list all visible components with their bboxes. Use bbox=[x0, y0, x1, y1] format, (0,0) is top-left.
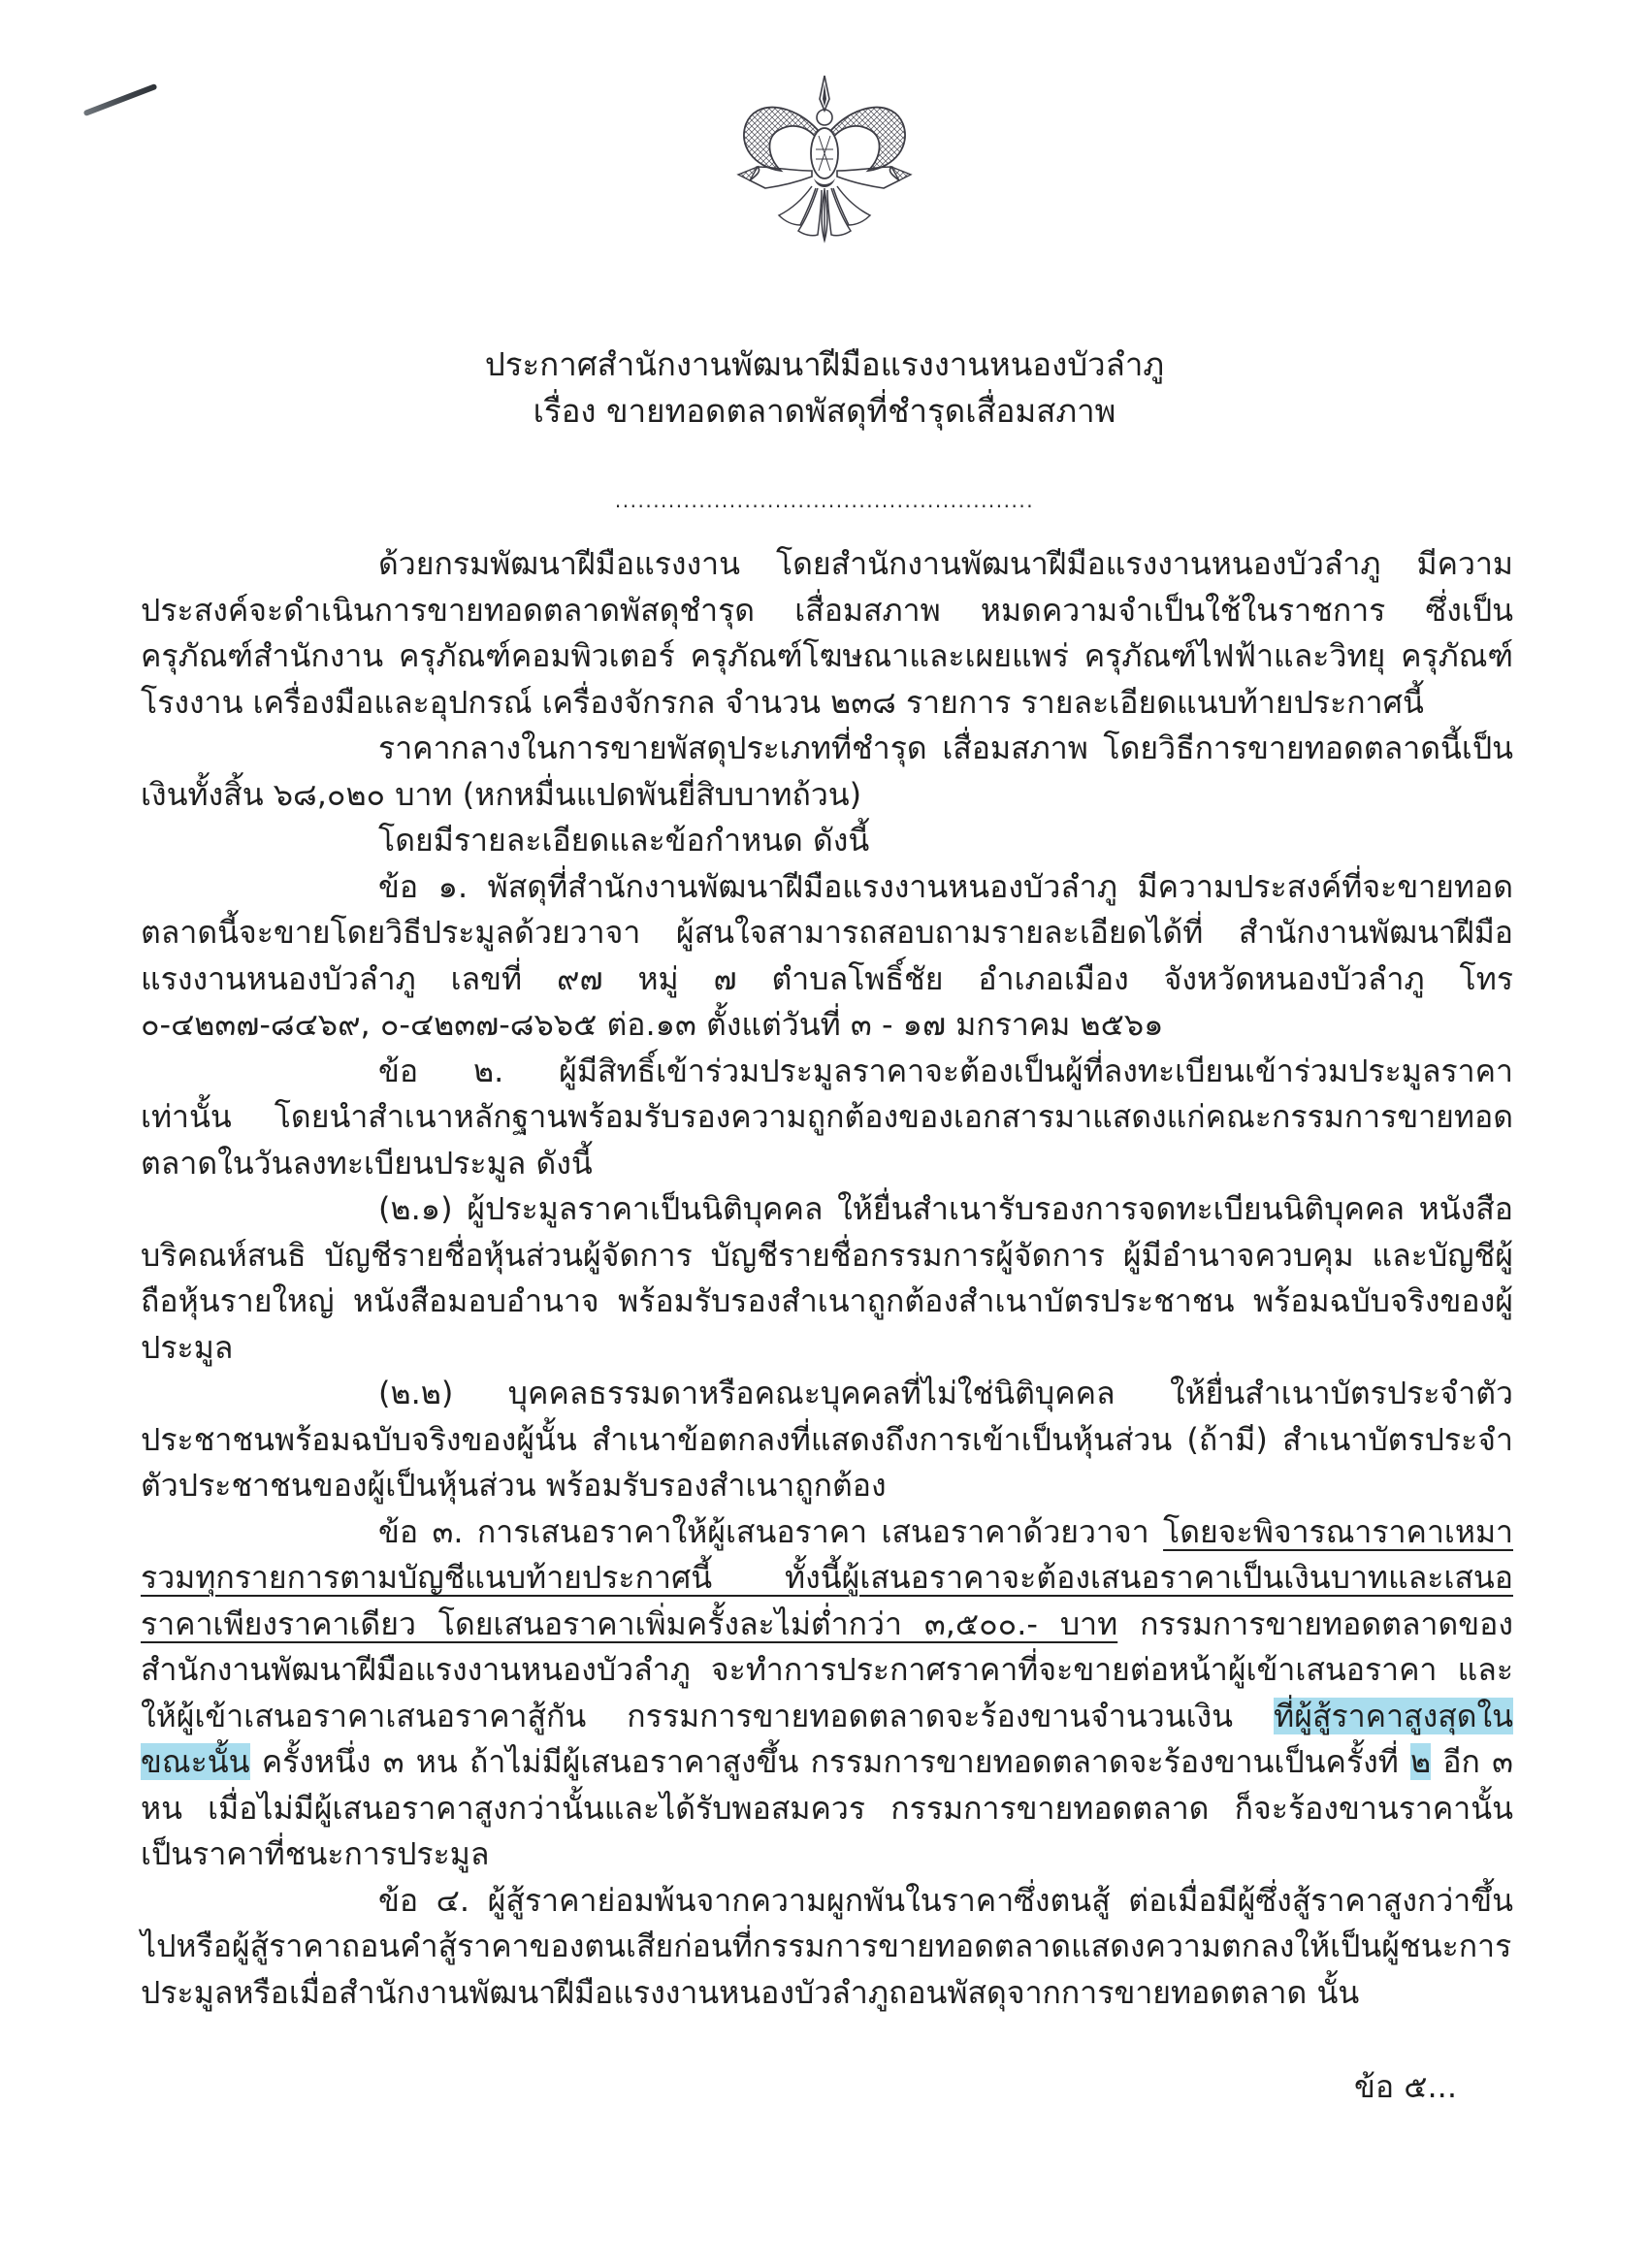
paragraph-intro: ด้วยกรมพัฒนาฝีมือแรงงาน โดยสำนักงานพัฒนาฝีมือแรงงานหนองบัวลำภู มีความประสงค์จะดำเนินการขายทอดตลาดพัสดุชำรุด เสื่อมสภาพ หมดความจำเป็นใช้ในราชการ ซึ่งเป็นครุภัณฑ์สำนักงาน ครุภัณฑ์คอมพิวเตอร์ ครุภัณฑ์โฆษณาและเผยแพร่ ครุภัณฑ์ไฟฟ้าและวิทยุ ครุภัณฑ์โรงงาน เครื่องมือและอุปกรณ์ เครื่องจักรกล จำนวน ๒๓๘ รายการ รายละเอียดแนบท้ายประกาศนี้ bbox=[141, 545, 1513, 721]
divider-dots: ....................................................... bbox=[614, 489, 1035, 512]
clause3-text-1: ข้อ ๓. การเสนอราคาให้ผู้เสนอราคา เสนอราคาด้วยวาจา bbox=[378, 1512, 1164, 1550]
document-body bbox=[141, 541, 1513, 2111]
clause3-highlighted-text-1: ที่ผู้สู้ราคาสูงสุดในขณะนั้น bbox=[141, 1697, 1513, 1780]
clause3-text-4: อีก ๓ หน เมื่อไม่มีผู้เสนอราคาสูงกว่านั้นและได้รับพอสมควร กรรมการขายทอดตลาด ก็จะร้องขานราคานั้นเป็นราคาที่ชนะการประมูล bbox=[141, 1743, 1514, 1872]
page-continuation-marker: ข้อ ๕... bbox=[1354, 2068, 1457, 2105]
paragraph-terms-intro: โดยมีรายละเอียดและข้อกำหนด ดังนี้ bbox=[378, 822, 870, 859]
title-block bbox=[0, 341, 1649, 524]
paragraph-clause-2-2: (๒.๒) บุคคลธรรมดาหรือคณะบุคคลที่ไม่ใช่นิติบุคคล ให้ยื่นสำเนาบัตรประจำตัวประชาชนพร้อมฉบับจริงของผู้นั้น สำเนาข้อตกลงที่แสดงถึงการเข้าเป็นหุ้นส่วน (ถ้ามี) สำเนาบัตรประจำตัวประชาชนของผู้เป็นหุ้นส่วน พร้อมรับรองสำเนาถูกต้อง bbox=[141, 1375, 1513, 1504]
paragraph-clause-2-1: (๒.๑) ผู้ประมูลราคาเป็นนิติบุคคล ให้ยื่นสำเนารับรองการจดทะเบียนนิติบุคคล หนังสือบริคณห์สนธิ บัญชีรายชื่อหุ้นส่วนผู้จัดการ บัญชีรายชื่อกรรมการผู้จัดการ ผู้มีอำนาจควบคุม และบัญชีผู้ถือหุ้นรายใหญ่ หนังสือมอบอำนาจ พร้อมรับรองสำเนาถูกต้องสำเนาบัตรประชาชน พร้อมฉบับจริงของผู้ประมูล bbox=[141, 1190, 1513, 1366]
clause3-text-3: ครั้งหนึ่ง ๓ หน ถ้าไม่มีผู้เสนอราคาสูงขึ้น กรรมการขายทอดตลาดจะร้องขานเป็นครั้งที่ bbox=[249, 1743, 1411, 1780]
clause3-underlined-text: โดยจะพิจารณาราคาเหมารวมทุกรายการตามบัญชีแนบท้ายประกาศนี้ ทั้งนี้ผู้เสนอราคาจะต้องเสนอราคาเป็นเงินบาทและเสนอราคาเพียงราคาเดียว โดยเสนอราคาเพิ่มครั้งละไม่ต่ำกว่า ๓,๕๐๐.- บาท bbox=[141, 1512, 1513, 1642]
paragraph-clause-4: ข้อ ๔. ผู้สู้ราคาย่อมพ้นจากความผูกพันในราคาซึ่งตนสู้ ต่อเมื่อมีผู้ซึ่งสู้ราคาสูงกว่าขึ้นไปหรือผู้สู้ราคาถอนคำสู้ราคาของตนเสียก่อนที่กรรมการขายทอดตลาดแสดงความตกลงให้เป็นผู้ชนะการประมูลหรือเมื่อสำนักงานพัฒนาฝีมือแรงงานหนองบัวลำภูถอนพัสดุจากการขายทอดตลาด นั้น bbox=[141, 1881, 1513, 2011]
document-title: ประกาศสำนักงานพัฒนาฝีมือแรงงานหนองบัวลำภู bbox=[484, 345, 1165, 383]
clause3-text-2: กรรมการขายทอดตลาดของสำนักงานพัฒนาฝีมือแรงงานหนองบัวลำภู จะทำการประกาศราคาที่จะขายต่อหน้าผู้เข้าเสนอราคา และให้ผู้เข้าเสนอราคาเสนอราคาสู้กัน กรรมการขายทอดตลาดจะร้องขานจำนวนเงิน bbox=[141, 1604, 1514, 1734]
paragraph-price: ราคากลางในการขายพัสดุประเภทที่ชำรุด เสื่อมสภาพ โดยวิธีการขายทอดตลาดนี้เป็นเงินทั้งสิ้น ๖๘,๐๒๐ บาท (หกหมื่นแปดพันยี่สิบบาทถ้วน) bbox=[141, 729, 1513, 813]
paragraph-clause-3 bbox=[141, 1509, 1513, 1878]
pen-stroke-mark bbox=[83, 83, 158, 116]
paragraph-clause-1: ข้อ ๑. พัสดุที่สำนักงานพัฒนาฝีมือแรงงานหนองบัวลำภู มีความประสงค์ที่จะขายทอดตลาดนี้จะขายโดยวิธีประมูลด้วยวาจา ผู้สนใจสามารถสอบถามรายละเอียดได้ที่ สำนักงานพัฒนาฝีมือแรงงานหนองบัวลำภู เลขที่ ๙๗ หมู่ ๗ ตำบลโพธิ์ชัย อำเภอเมือง จังหวัดหนองบัวลำภู โทร ๐-๔๒๓๗-๘๔๖๙, ๐-๔๒๓๗-๘๖๖๕ ต่อ.๑๓ ตั้งแต่วันที่ ๓ - ๑๗ มกราคม ๒๕๖๑ bbox=[141, 867, 1513, 1043]
garuda-emblem-icon bbox=[728, 74, 921, 248]
clause3-highlighted-text-2: ๒ bbox=[1410, 1743, 1432, 1780]
document-subject: เรื่อง ขายทอดตลาดพัสดุที่ชำรุดเสื่อมสภาพ bbox=[533, 392, 1116, 430]
paragraph-clause-2: ข้อ ๒. ผู้มีสิทธิ์เข้าร่วมประมูลราคาจะต้องเป็นผู้ที่ลงทะเบียนเข้าร่วมประมูลราคาเท่านั้น โดยนำสำเนาหลักฐานพร้อมรับรองความถูกต้องของเอกสารมาแสดงแก่คณะกรรมการขายทอดตลาดในวันลงทะเบียนประมูล ดังนี้ bbox=[141, 1052, 1513, 1182]
